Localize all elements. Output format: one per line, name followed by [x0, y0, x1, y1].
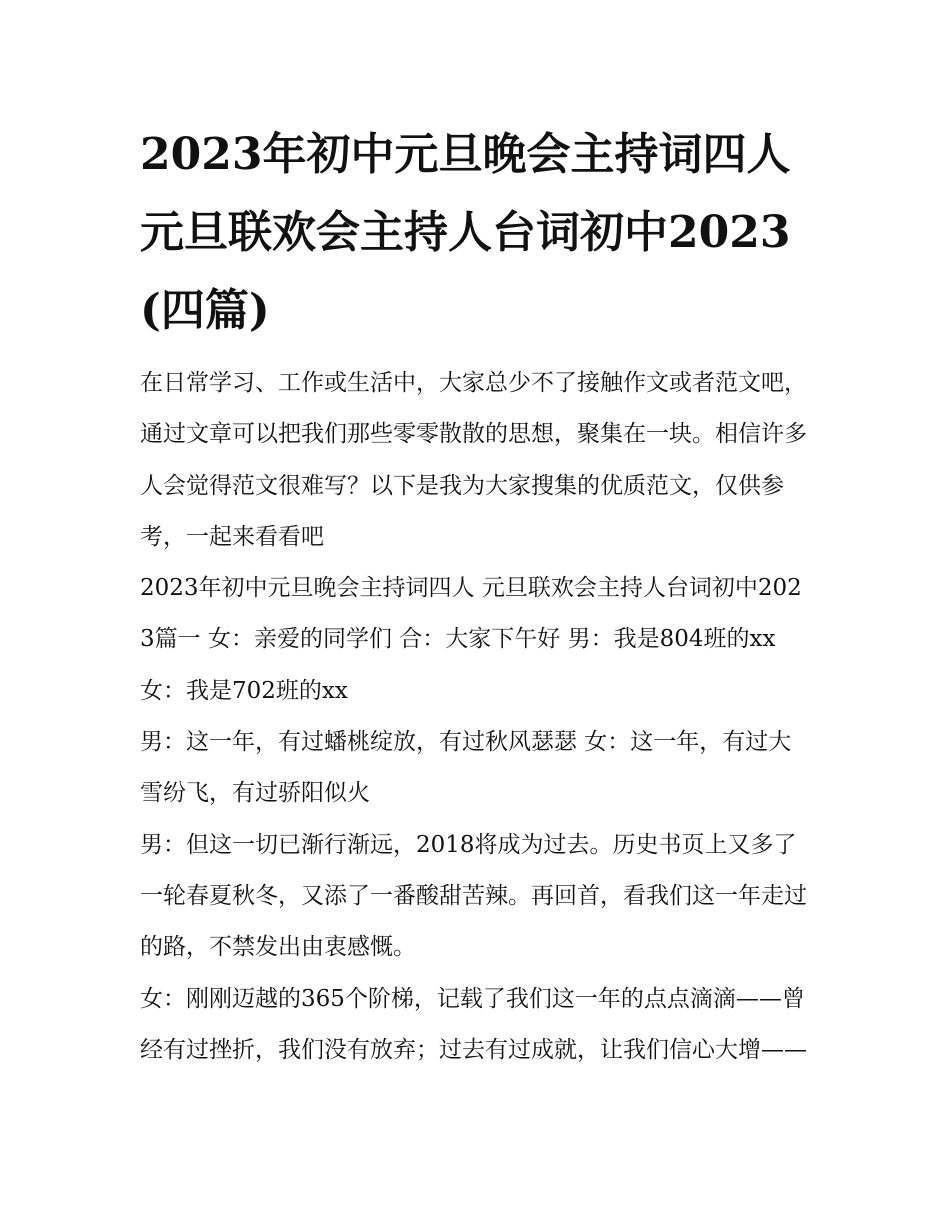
paragraph-year-review: 男：这一年，有过蟠桃绽放，有过秋风瑟瑟 女：这一年，有过大雪纷飞，有过骄阳似火 — [140, 729, 792, 807]
paragraph-intro: 在日常学习、工作或生活中，大家总少不了接触作文或者范文吧，通过文章可以把我们那些零零散散的思想，聚集在一块。相信许多人会觉得范文很难写？以下是我为大家搜集的优质范文，仅供参考，一起来看看吧 — [140, 370, 807, 550]
paragraph-farewell: 男：但这一切已渐行渐远，2018将成为过去。历史书页上又多了一轮春夏秋冬，又添了一番酸甜苦辣。再回首，看我们这一年走过的路，不禁发出由衷感慨。 — [140, 831, 807, 961]
paragraph-steps: 女：刚刚迈越的365个阶梯，记载了我们这一年的点点滴滴——曾经有过挫折，我们没有放弃；过去有过成就，让我们信心大增—— — [140, 985, 807, 1063]
document-page — [140, 116, 812, 1076]
document-title: 2023年初中元旦晚会主持词四人 元旦联欢会主持人台词初中2023(四篇) — [140, 129, 791, 336]
paragraph-opening: 2023年初中元旦晚会主持词四人 元旦联欢会主持人台词初中2023篇一 女：亲爱的同学们 合：大家下午好 男：我是804班的xx 女：我是702班的xx — [140, 575, 802, 704]
